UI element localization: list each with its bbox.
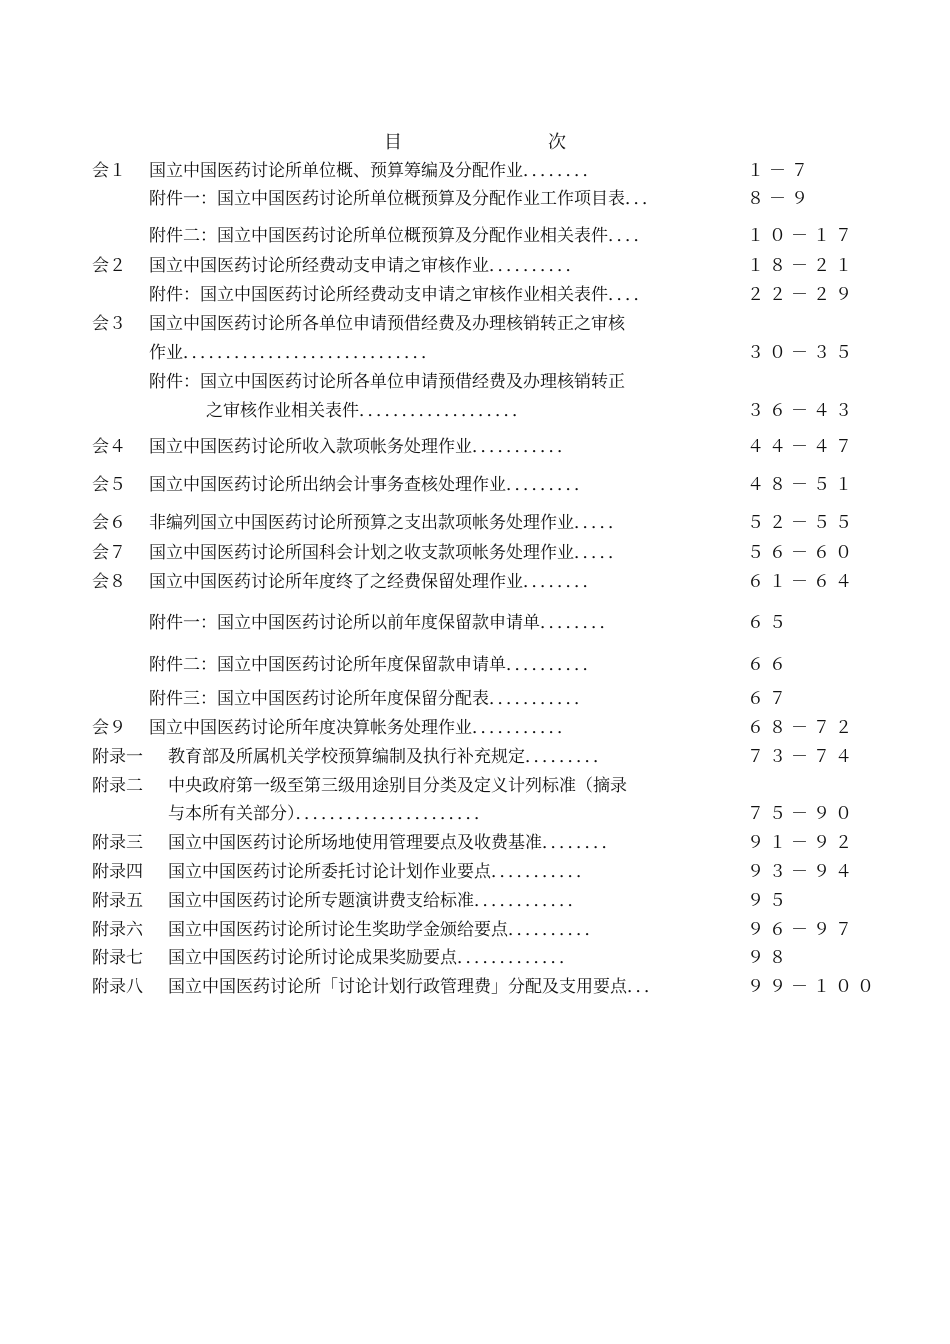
toc-title (0, 130, 950, 156)
toc-entry (0, 312, 950, 336)
toc-entry-text: 国立中国医药讨论所各单位申请预借经费及办理核销转正之审核 (149, 314, 625, 334)
toc-entry-pages: ９６－９７ (747, 920, 857, 940)
toc-entry (0, 653, 950, 677)
toc-entry-pages: ５６－６０ (747, 543, 857, 563)
toc-entry (0, 975, 950, 999)
toc-entry-pages: ７３－７４ (747, 747, 857, 767)
toc-entry-pages: ３６－４３ (747, 401, 857, 421)
toc-entry-text: 国立中国医药讨论所单位概、预算筹编及分配作业．．．．．．．． (149, 161, 600, 181)
toc-entry-text: 附件二：国立中国医药讨论所年度保留款申请单．．．．．．．．．． (149, 655, 600, 675)
toc-title-left: 目 (384, 132, 402, 153)
toc-entry (0, 774, 950, 798)
toc-entry-label: 会９ (92, 718, 126, 738)
toc-entry-pages: ９５ (747, 891, 791, 911)
toc-entry-label: 会１ (92, 161, 126, 181)
toc-entry-label: 会４ (92, 437, 126, 457)
toc-entry (0, 283, 950, 307)
toc-entry (0, 159, 950, 183)
toc-entry (0, 370, 950, 394)
toc-entry-label: 会７ (92, 543, 126, 563)
toc-title-right: 次 (548, 132, 566, 153)
toc-entry-text: 国立中国医药讨论所讨论生奖助学金颁给要点．．．．．．．．．． (168, 920, 602, 940)
toc-entry-label: 附录七 (92, 948, 143, 968)
toc-entry-pages: ８－９ (747, 189, 813, 209)
toc-entry-pages: ５２－５５ (747, 513, 857, 533)
toc-entry-text: 作业．．．．．．．．．．．．．．．．．．．．．．．．．．．．． (149, 343, 438, 363)
toc-entry-text: 国立中国医药讨论所年度决算帐务处理作业．．．．．．．．．．． (149, 718, 574, 738)
toc-entry (0, 473, 950, 497)
toc-entry-pages: ６８－７２ (747, 718, 857, 738)
toc-entry-label: 会３ (92, 314, 126, 334)
toc-entry (0, 187, 950, 211)
toc-entry-pages: ９９－１００ (747, 977, 879, 997)
toc-entry-text: 附件一：国立中国医药讨论所单位概预算及分配作业工作项目表．．． (149, 189, 659, 209)
toc-entry-text: 国立中国医药讨论所委托讨论计划作业要点．．．．．．．．．．． (168, 862, 593, 882)
toc-entry-pages: ９３－９４ (747, 862, 857, 882)
toc-entry-pages: ２２－２９ (747, 285, 857, 305)
toc-entry-text: 国立中国医药讨论所年度终了之经费保留处理作业．．．．．．．． (149, 572, 600, 592)
toc-entry (0, 860, 950, 884)
toc-entry-label: 附录八 (92, 977, 143, 997)
toc-entry-pages: ４４－４７ (747, 437, 857, 457)
toc-entry-text: 国立中国医药讨论所国科会计划之收支款项帐务处理作业．．．．． (149, 543, 625, 563)
toc-entry (0, 918, 950, 942)
toc-entry (0, 399, 950, 423)
toc-entry-text: 教育部及所属机关学校预算编制及执行补充规定．．．．．．．．． (168, 747, 610, 767)
toc-entry-text: 附件三：国立中国医药讨论所年度保留分配表．．．．．．．．．．． (149, 689, 591, 709)
toc-entry (0, 716, 950, 740)
toc-entry (0, 511, 950, 535)
toc-entry-label: 附录一 (92, 747, 143, 767)
toc-entry-pages: ４８－５１ (747, 475, 857, 495)
toc-entry-text: 国立中国医药讨论所场地使用管理要点及收费基准．．．．．．．． (168, 833, 619, 853)
toc-entry (0, 831, 950, 855)
toc-entry-label: 附录四 (92, 862, 143, 882)
toc-entry (0, 570, 950, 594)
toc-entry-pages: ６１－６４ (747, 572, 857, 592)
toc-entry-text: 国立中国医药讨论所出纳会计事务查核处理作业．．．．．．．．． (149, 475, 591, 495)
toc-entry-text: 附件二：国立中国医药讨论所单位概预算及分配作业相关表件．．．． (149, 226, 651, 246)
toc-entry-text: 附件：国立中国医药讨论所各单位申请预借经费及办理核销转正 (149, 372, 625, 392)
toc-entry (0, 541, 950, 565)
toc-entry-text: 国立中国医药讨论所专题演讲费支给标准．．．．．．．．．．．． (168, 891, 585, 911)
toc-entry (0, 745, 950, 769)
toc-entry-pages: ７５－９０ (747, 804, 857, 824)
toc-entry (0, 435, 950, 459)
toc-entry-text: 国立中国医药讨论所收入款项帐务处理作业．．．．．．．．．．． (149, 437, 574, 457)
toc-entry-text: 非编列国立中国医药讨论所预算之支出款项帐务处理作业．．．．． (149, 513, 625, 533)
toc-entry-pages: ６５ (747, 613, 791, 633)
toc-entry-label: 会２ (92, 256, 126, 276)
toc-entry-label: 附录六 (92, 920, 143, 940)
toc-entry-text: 附件：国立中国医药讨论所经费动支申请之审核作业相关表件．．．． (149, 285, 651, 305)
toc-entry-text: 国立中国医药讨论所经费动支申请之审核作业．．．．．．．．．． (149, 256, 583, 276)
toc-entry (0, 802, 950, 826)
toc-entry-pages: １－７ (747, 161, 813, 181)
toc-entry-text: 国立中国医药讨论所讨论成果奖励要点．．．．．．．．．．．．． (168, 948, 576, 968)
toc-entry-label: 附录五 (92, 891, 143, 911)
toc-entry (0, 946, 950, 970)
toc-entry-label: 附录三 (92, 833, 143, 853)
toc-entry (0, 341, 950, 365)
toc-entry-pages: ６７ (747, 689, 791, 709)
toc-entry-pages: ９１－９２ (747, 833, 857, 853)
toc-entry-pages: １８－２１ (747, 256, 857, 276)
toc-entry-label: 会８ (92, 572, 126, 592)
toc-entry-pages: ３０－３５ (747, 343, 857, 363)
toc-entry-pages: ９８ (747, 948, 791, 968)
toc-entry (0, 224, 950, 248)
toc-entry-text: 中央政府第一级至第三级用途别目分类及定义计列标准（摘录 (168, 776, 627, 796)
toc-entry-pages: １０－１７ (747, 226, 857, 246)
toc-entry-text: 国立中国医药讨论所「讨论计划行政管理费」分配及支用要点．．． (168, 977, 661, 997)
toc-entry (0, 254, 950, 278)
toc-entry-label: 会５ (92, 475, 126, 495)
toc-entry-pages: ６６ (747, 655, 791, 675)
toc-entry-text: 附件一：国立中国医药讨论所以前年度保留款申请单．．．．．．．． (149, 613, 617, 633)
toc-entry-text: 与本所有关部分）．．．．．．．．．．．．．．．．．．．．．． (168, 804, 491, 824)
toc-entry (0, 687, 950, 711)
toc-entry (0, 889, 950, 913)
toc-entry-label: 附录二 (92, 776, 143, 796)
toc-entry-label: 会６ (92, 513, 126, 533)
toc-entry (0, 611, 950, 635)
toc-entry-text: 之审核作业相关表件．．．．．．．．．．．．．．．．．．． (206, 401, 529, 421)
